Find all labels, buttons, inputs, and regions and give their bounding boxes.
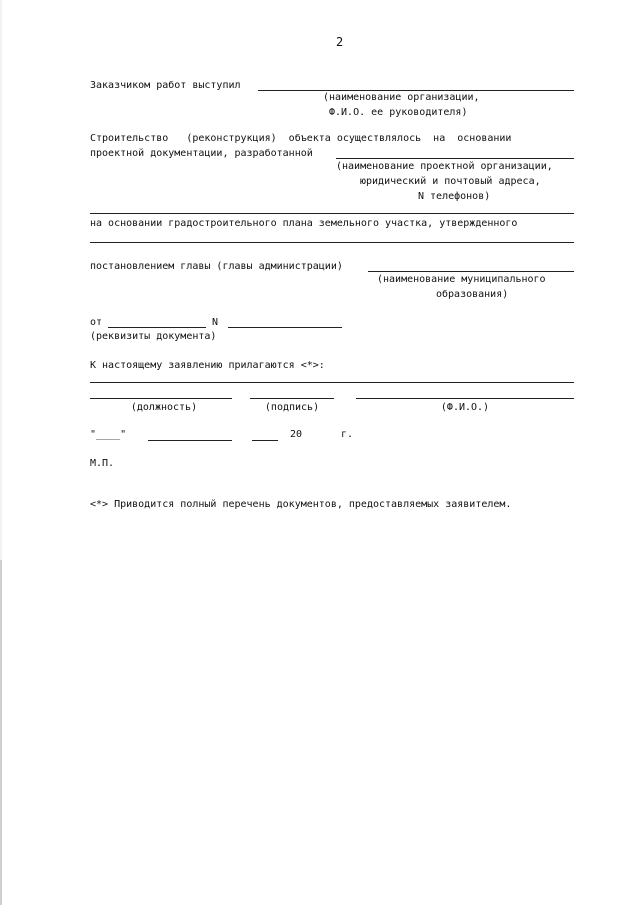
number-label: N	[212, 317, 219, 328]
stamp-label: М.П.	[90, 458, 115, 469]
signature-caption: (подпись)	[264, 402, 320, 413]
project-org-fill-line	[336, 158, 574, 159]
number-fill-line	[228, 327, 342, 328]
name-caption: (Ф.И.О.)	[440, 402, 490, 413]
project-org-fill-line-2	[90, 213, 574, 214]
doc-details-caption: (реквизиты документа)	[90, 331, 217, 342]
gpzu-fill-line	[90, 242, 574, 243]
position-caption: (должность)	[130, 402, 198, 413]
project-org-caption-1: (наименование проектной организации,	[336, 161, 553, 172]
year-suffix: г.	[341, 429, 354, 440]
date-fill-line	[108, 327, 206, 328]
page-number: 2	[336, 35, 344, 49]
project-org-caption-2: юридический и почтовый адреса,	[360, 176, 541, 187]
customer-caption-1: (наименование организации,	[323, 92, 480, 103]
from-label: от	[90, 317, 103, 328]
name-fill-line	[356, 398, 574, 399]
page-edge-shadow	[0, 560, 2, 905]
gpzu-line: на основании градостроительного плана земельного участка, утвержденного	[90, 218, 518, 229]
year-prefix: 20	[290, 429, 303, 440]
resolution-caption-1: (наименование муниципального	[377, 274, 546, 285]
customer-label: Заказчиком работ выступил	[90, 80, 241, 91]
month-fill-line	[148, 440, 232, 441]
position-fill-line	[90, 398, 232, 399]
date-day: "____"	[90, 429, 127, 440]
resolution-caption-2: образования)	[436, 289, 509, 300]
footnote: <*> Приводится полный перечень документов, предоставляемых заявителем.	[90, 499, 512, 510]
signature-fill-line	[250, 398, 334, 399]
resolution-fill-line	[368, 271, 574, 272]
customer-fill-line	[258, 90, 574, 91]
resolution-label: постановлением главы (главы администрации)	[90, 261, 343, 272]
attachments-fill-line	[90, 382, 574, 383]
attachments-label: К настоящему заявлению прилагаются <*>:	[90, 360, 325, 371]
year-fill-line	[252, 440, 278, 441]
customer-caption-2: Ф.И.О. ее руководителя)	[329, 107, 468, 118]
construction-line-1: Строительство (реконструкция) объекта осуществлялось на основании	[90, 133, 512, 144]
construction-line-2: проектной документации, разработанной	[90, 148, 313, 159]
project-org-caption-3: N телефонов)	[418, 191, 491, 202]
